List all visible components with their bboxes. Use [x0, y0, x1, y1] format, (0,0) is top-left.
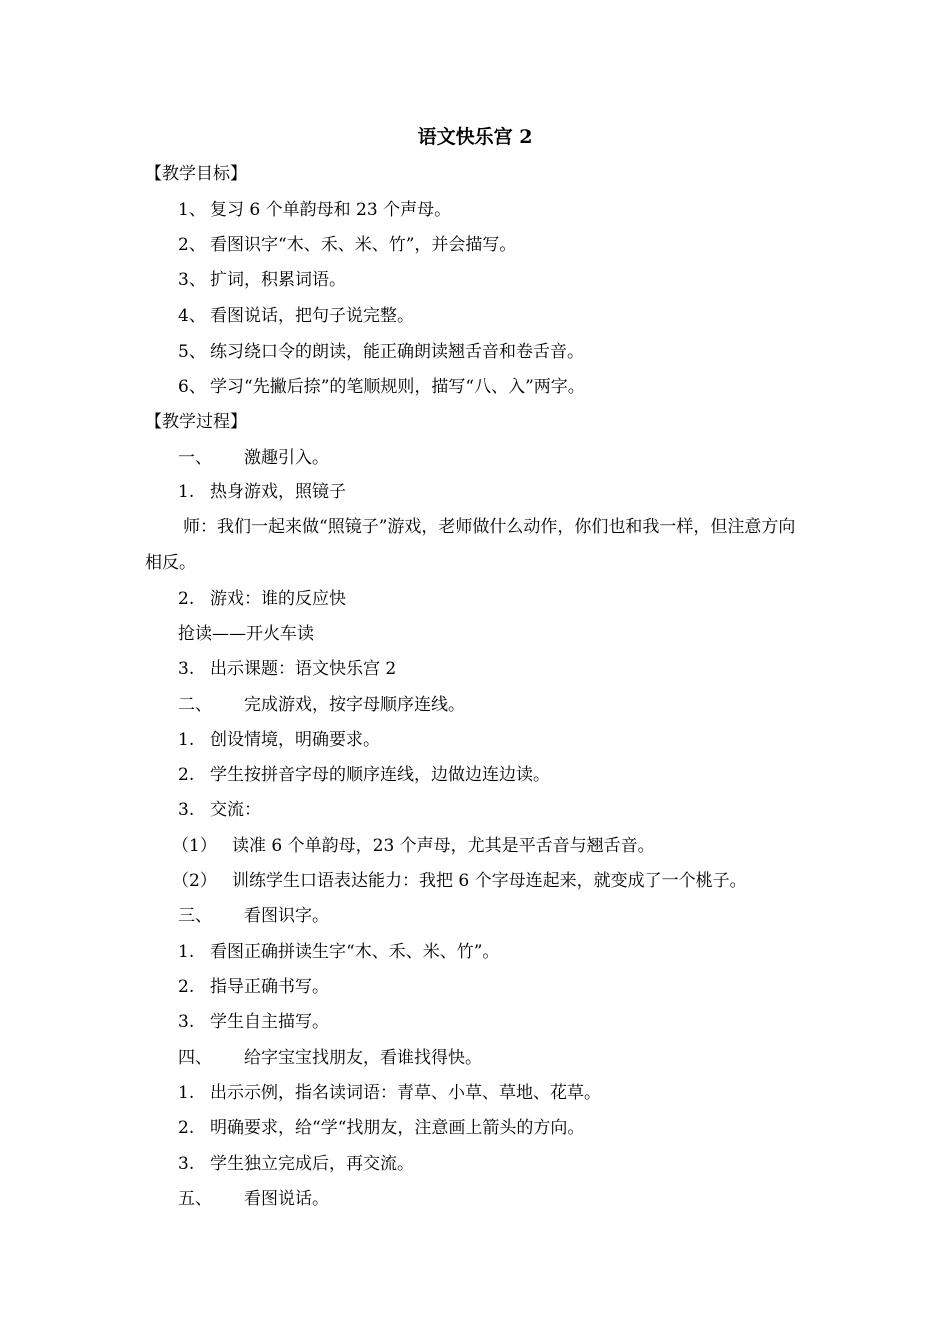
section-number: 一、 — [178, 448, 212, 468]
sub-step-text: 训练学生口语表达能力：我把 6 个字母连起来，就变成了一个桃子。 — [232, 871, 747, 891]
step-item — [178, 1081, 601, 1105]
step-text: 游戏：谁的反应快 — [210, 589, 346, 609]
step-number: 1. — [178, 482, 195, 502]
objective-item — [178, 375, 585, 399]
step-text: 学生自主描写。 — [210, 1012, 329, 1032]
item-text: 看图识字“木、禾、米、竹”，并会描写。 — [210, 235, 517, 255]
step-text: 热身游戏，照镜子 — [210, 482, 346, 502]
step-item — [178, 1152, 414, 1176]
section-number: 五、 — [178, 1189, 212, 1209]
step-number: 3. — [178, 800, 195, 820]
step-item — [178, 657, 396, 681]
section-text: 给字宝宝找朋友，看谁找得快。 — [244, 1048, 482, 1068]
step-item — [178, 1010, 329, 1034]
item-text: 看图说话，把句子说完整。 — [210, 306, 414, 326]
step-text: 学生按拼音字母的顺序连线，边做边连边读。 — [210, 765, 550, 785]
step-item — [178, 480, 346, 504]
item-number: 1、 — [178, 200, 206, 220]
step-number: 3. — [178, 1012, 195, 1032]
sub-step-number: （1） — [172, 836, 217, 856]
sub-step-item — [172, 834, 655, 858]
section-heading — [178, 904, 329, 928]
step-number: 1. — [178, 942, 195, 962]
step-text: 指导正确书写。 — [210, 977, 329, 997]
step-number: 3. — [178, 1154, 195, 1174]
step-number: 1. — [178, 730, 195, 750]
item-text: 学习“先撇后捺”的笔顺规则，描写“八、入”两字。 — [210, 377, 585, 397]
item-number: 2、 — [178, 235, 206, 255]
section-text: 完成游戏，按字母顺序连线。 — [244, 695, 465, 715]
step-number: 2. — [178, 977, 195, 997]
sub-step-number: （2） — [172, 871, 217, 891]
step-item — [178, 798, 261, 822]
section-heading — [178, 446, 329, 470]
objective-item — [178, 340, 584, 364]
item-number: 4、 — [178, 306, 206, 326]
section-heading — [178, 1187, 329, 1211]
sub-step-item — [172, 869, 747, 893]
process-heading: 【教学过程】 — [145, 412, 247, 432]
section-text: 看图识字。 — [244, 906, 329, 926]
step-item — [178, 975, 329, 999]
section-number: 三、 — [178, 906, 212, 926]
step-number: 1. — [178, 1083, 195, 1103]
step-item — [178, 763, 550, 787]
item-number: 5、 — [178, 342, 206, 362]
section-number: 二、 — [178, 695, 212, 715]
step-item — [178, 728, 380, 752]
step-item — [178, 940, 499, 964]
step-number: 2. — [178, 765, 195, 785]
section-heading — [178, 693, 465, 717]
teacher-paragraph: 师：我们一起来做“照镜子”游戏，老师做什么动作，你们也和我一样，但注意方向相反。 — [145, 517, 796, 573]
step-text: 交流： — [210, 800, 261, 820]
item-text: 复习 6 个单韵母和 23 个声母。 — [210, 200, 452, 220]
item-text: 扩词，积累词语。 — [210, 270, 346, 290]
item-number: 6、 — [178, 377, 206, 397]
step-item — [178, 587, 346, 611]
step-text: 明确要求，给“学“找朋友，注意画上箭头的方向。 — [210, 1118, 585, 1138]
step-number: 2. — [178, 1118, 195, 1138]
sub-step-text: 读准 6 个单韵母，23 个声母，尤其是平舌音与翘舌音。 — [232, 836, 655, 856]
sub-text: 抢读——开火车读 — [178, 624, 314, 644]
item-text: 练习绕口令的朗读，能正确朗读翘舌音和卷舌音。 — [210, 342, 584, 362]
section-text: 激趣引入。 — [244, 448, 329, 468]
page-title: 语文快乐宫 2 — [417, 126, 533, 148]
objective-item — [178, 268, 346, 292]
section-text: 看图说话。 — [244, 1189, 329, 1209]
objective-item — [178, 198, 451, 222]
section-number: 四、 — [178, 1048, 212, 1068]
step-number: 3. — [178, 659, 195, 679]
step-text: 学生独立完成后，再交流。 — [210, 1154, 414, 1174]
objectives-heading: 【教学目标】 — [145, 164, 247, 184]
section-heading — [178, 1046, 482, 1070]
objective-item — [178, 304, 414, 328]
step-number: 2. — [178, 589, 195, 609]
step-text: 看图正确拼读生字“木、禾、米、竹”。 — [210, 942, 500, 962]
objective-item — [178, 233, 516, 257]
step-item — [178, 1116, 584, 1140]
step-text: 创设情境，明确要求。 — [210, 730, 380, 750]
step-text: 出示课题：语文快乐宫 2 — [210, 659, 397, 679]
step-text: 出示示例，指名读词语：青草、小草、草地、花草。 — [210, 1083, 601, 1103]
item-number: 3、 — [178, 270, 206, 290]
